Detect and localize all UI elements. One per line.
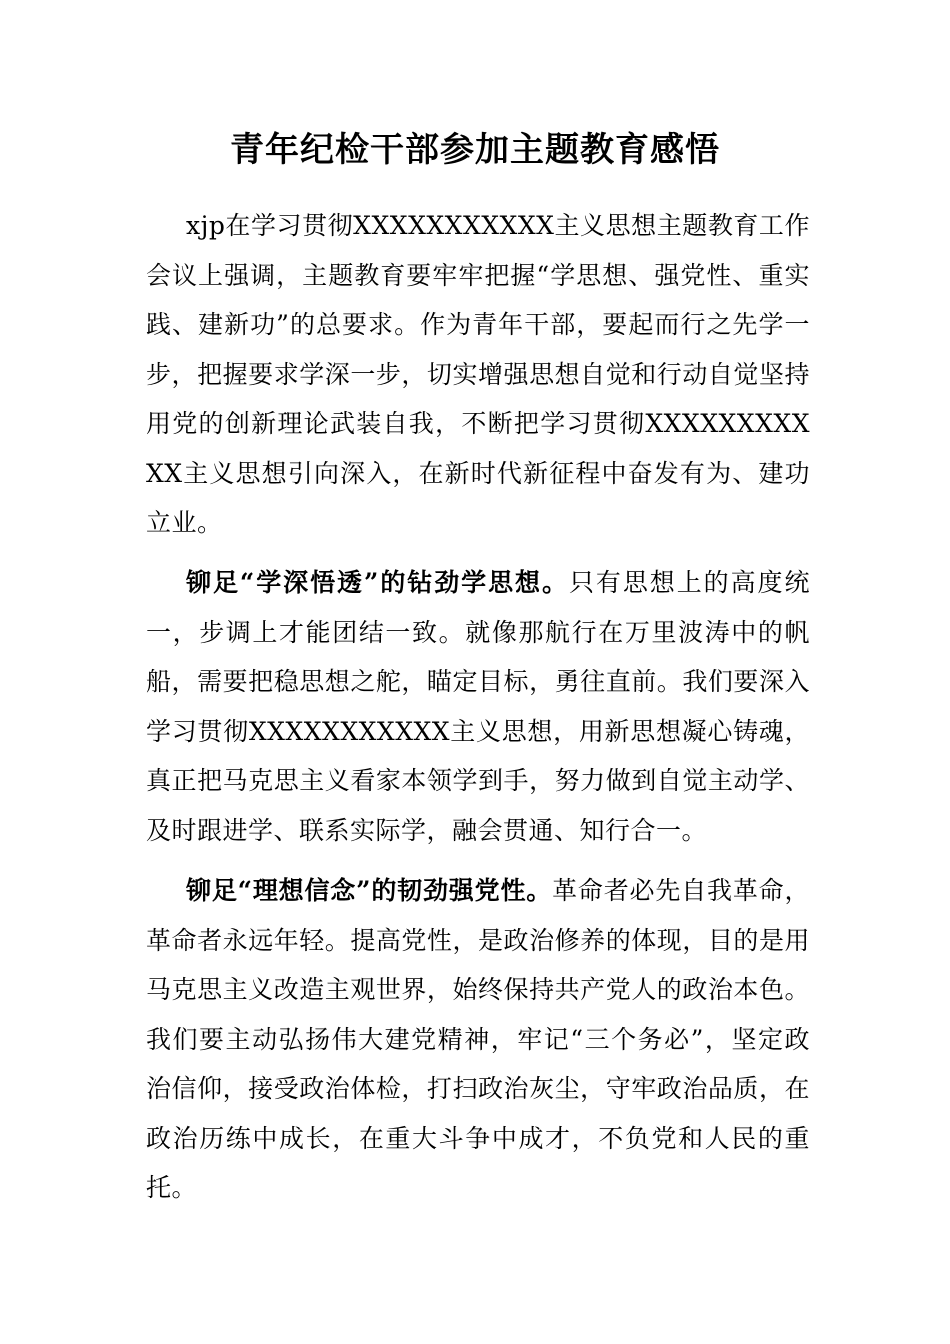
paragraph-intro bbox=[146, 201, 810, 548]
paragraph-heading: 铆足“理想信念”的韧劲强党性。 bbox=[186, 876, 553, 905]
paragraph-body-text: 只有思想上的高度统一，步调上才能团结一致。就像那航行在万里波涛中的帆船，需要把稳思想之舵，瞄定目标，勇往直前。我们要深入学习贯彻XXXXXXXXXXX主义思想，用新思想凝心铸魂，真正把马克思主义看家本领学到手，努力做到自觉主动学、及时跟进学、联系实际学，融会贯通、知行合一。 bbox=[146, 568, 810, 845]
paragraph-heading: 铆足“学深悟透”的钻劲学思想。 bbox=[186, 568, 569, 597]
paragraph-study-thought bbox=[146, 558, 810, 855]
paragraph-strengthen-party-spirit bbox=[146, 866, 810, 1213]
document-title: 青年纪检干部参加主题教育感悟 bbox=[230, 130, 720, 170]
paragraph-body-text: 革命者必先自我革命，革命者永远年轻。提高党性，是政治修养的体现，目的是用马克思主义改造主观世界，始终保持共产党人的政治本色。我们要主动弘扬伟大建党精神，牢记“三个务必”，坚定政治信仰，接受政治体检，打扫政治灰尘，守牢政治品质，在政治历练中成长，在重大斗争中成才，不负党和人民的重托。 bbox=[146, 876, 810, 1202]
paragraph-intro-text: xjp在学习贯彻XXXXXXXXXXX主义思想主题教育工作会议上强调，主题教育要牢牢把握“学思想、强党性、重实践、建新功”的总要求。作为青年干部，要起而行之先学一步，把握要求学深一步，切实增强思想自觉和行动自觉坚持用党的创新理论武装自我，不断把学习贯彻XXXXXXXXXXX主义思想引向深入，在新时代新征程中奋发有为、建功立业。 bbox=[146, 211, 810, 537]
